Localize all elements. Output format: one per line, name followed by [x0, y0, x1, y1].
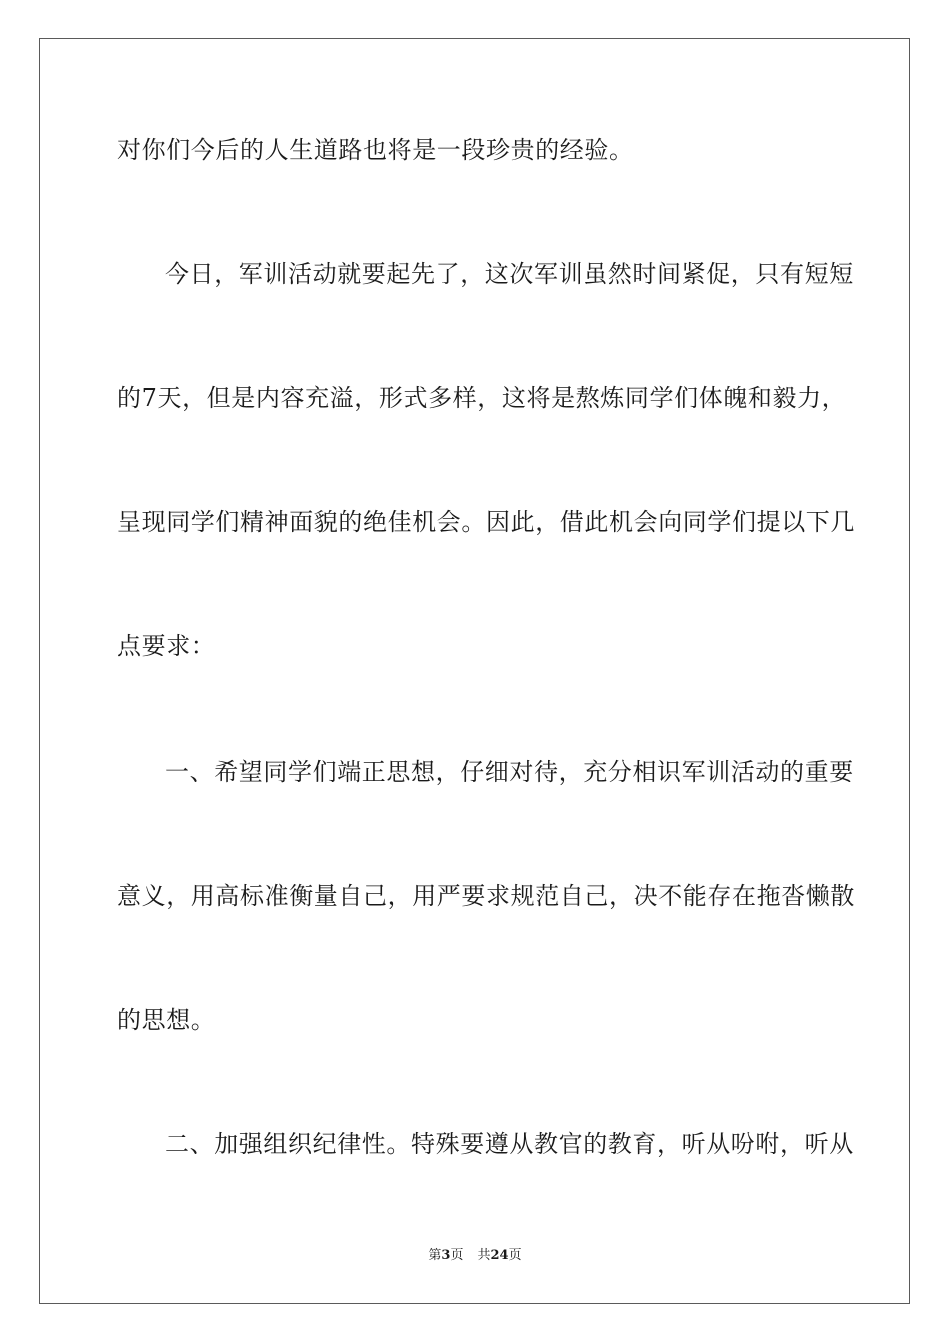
text-line: 的思想。	[117, 1006, 216, 1034]
page-suffix: 页	[450, 1248, 464, 1263]
text-line: 点要求：	[117, 632, 216, 660]
text-line: 对你们今后的人生道路也将是一段珍贵的经验。	[117, 136, 634, 164]
page-border	[39, 38, 910, 1304]
text-line: 意义，用高标准衡量自己，用严要求规范自己，决不能存在拖沓懒散	[117, 882, 855, 910]
text-line: 的7天，但是内容充溢，形式多样，这将是熬炼同学们体魄和毅力，	[117, 384, 847, 412]
text-line: 呈现同学们精神面貌的绝佳机会。因此，借此机会向同学们提以下几	[117, 508, 855, 536]
total-pages: 24	[490, 1248, 509, 1263]
page-prefix: 第	[428, 1248, 442, 1263]
paragraph-first-line: 二、加强组织纪律性。特殊要遵从教官的教育，听从吩咐，听从	[165, 1130, 854, 1158]
page-footer	[0, 1248, 950, 1264]
paragraph-first-line: 一、希望同学们端正思想，仔细对待，充分相识军训活动的重要	[165, 758, 854, 786]
total-prefix: 共	[477, 1248, 491, 1263]
total-suffix: 页	[508, 1248, 522, 1263]
paragraph-first-line: 今日，军训活动就要起先了，这次军训虽然时间紧促，只有短短	[165, 260, 854, 288]
page-number: 3	[441, 1248, 451, 1263]
